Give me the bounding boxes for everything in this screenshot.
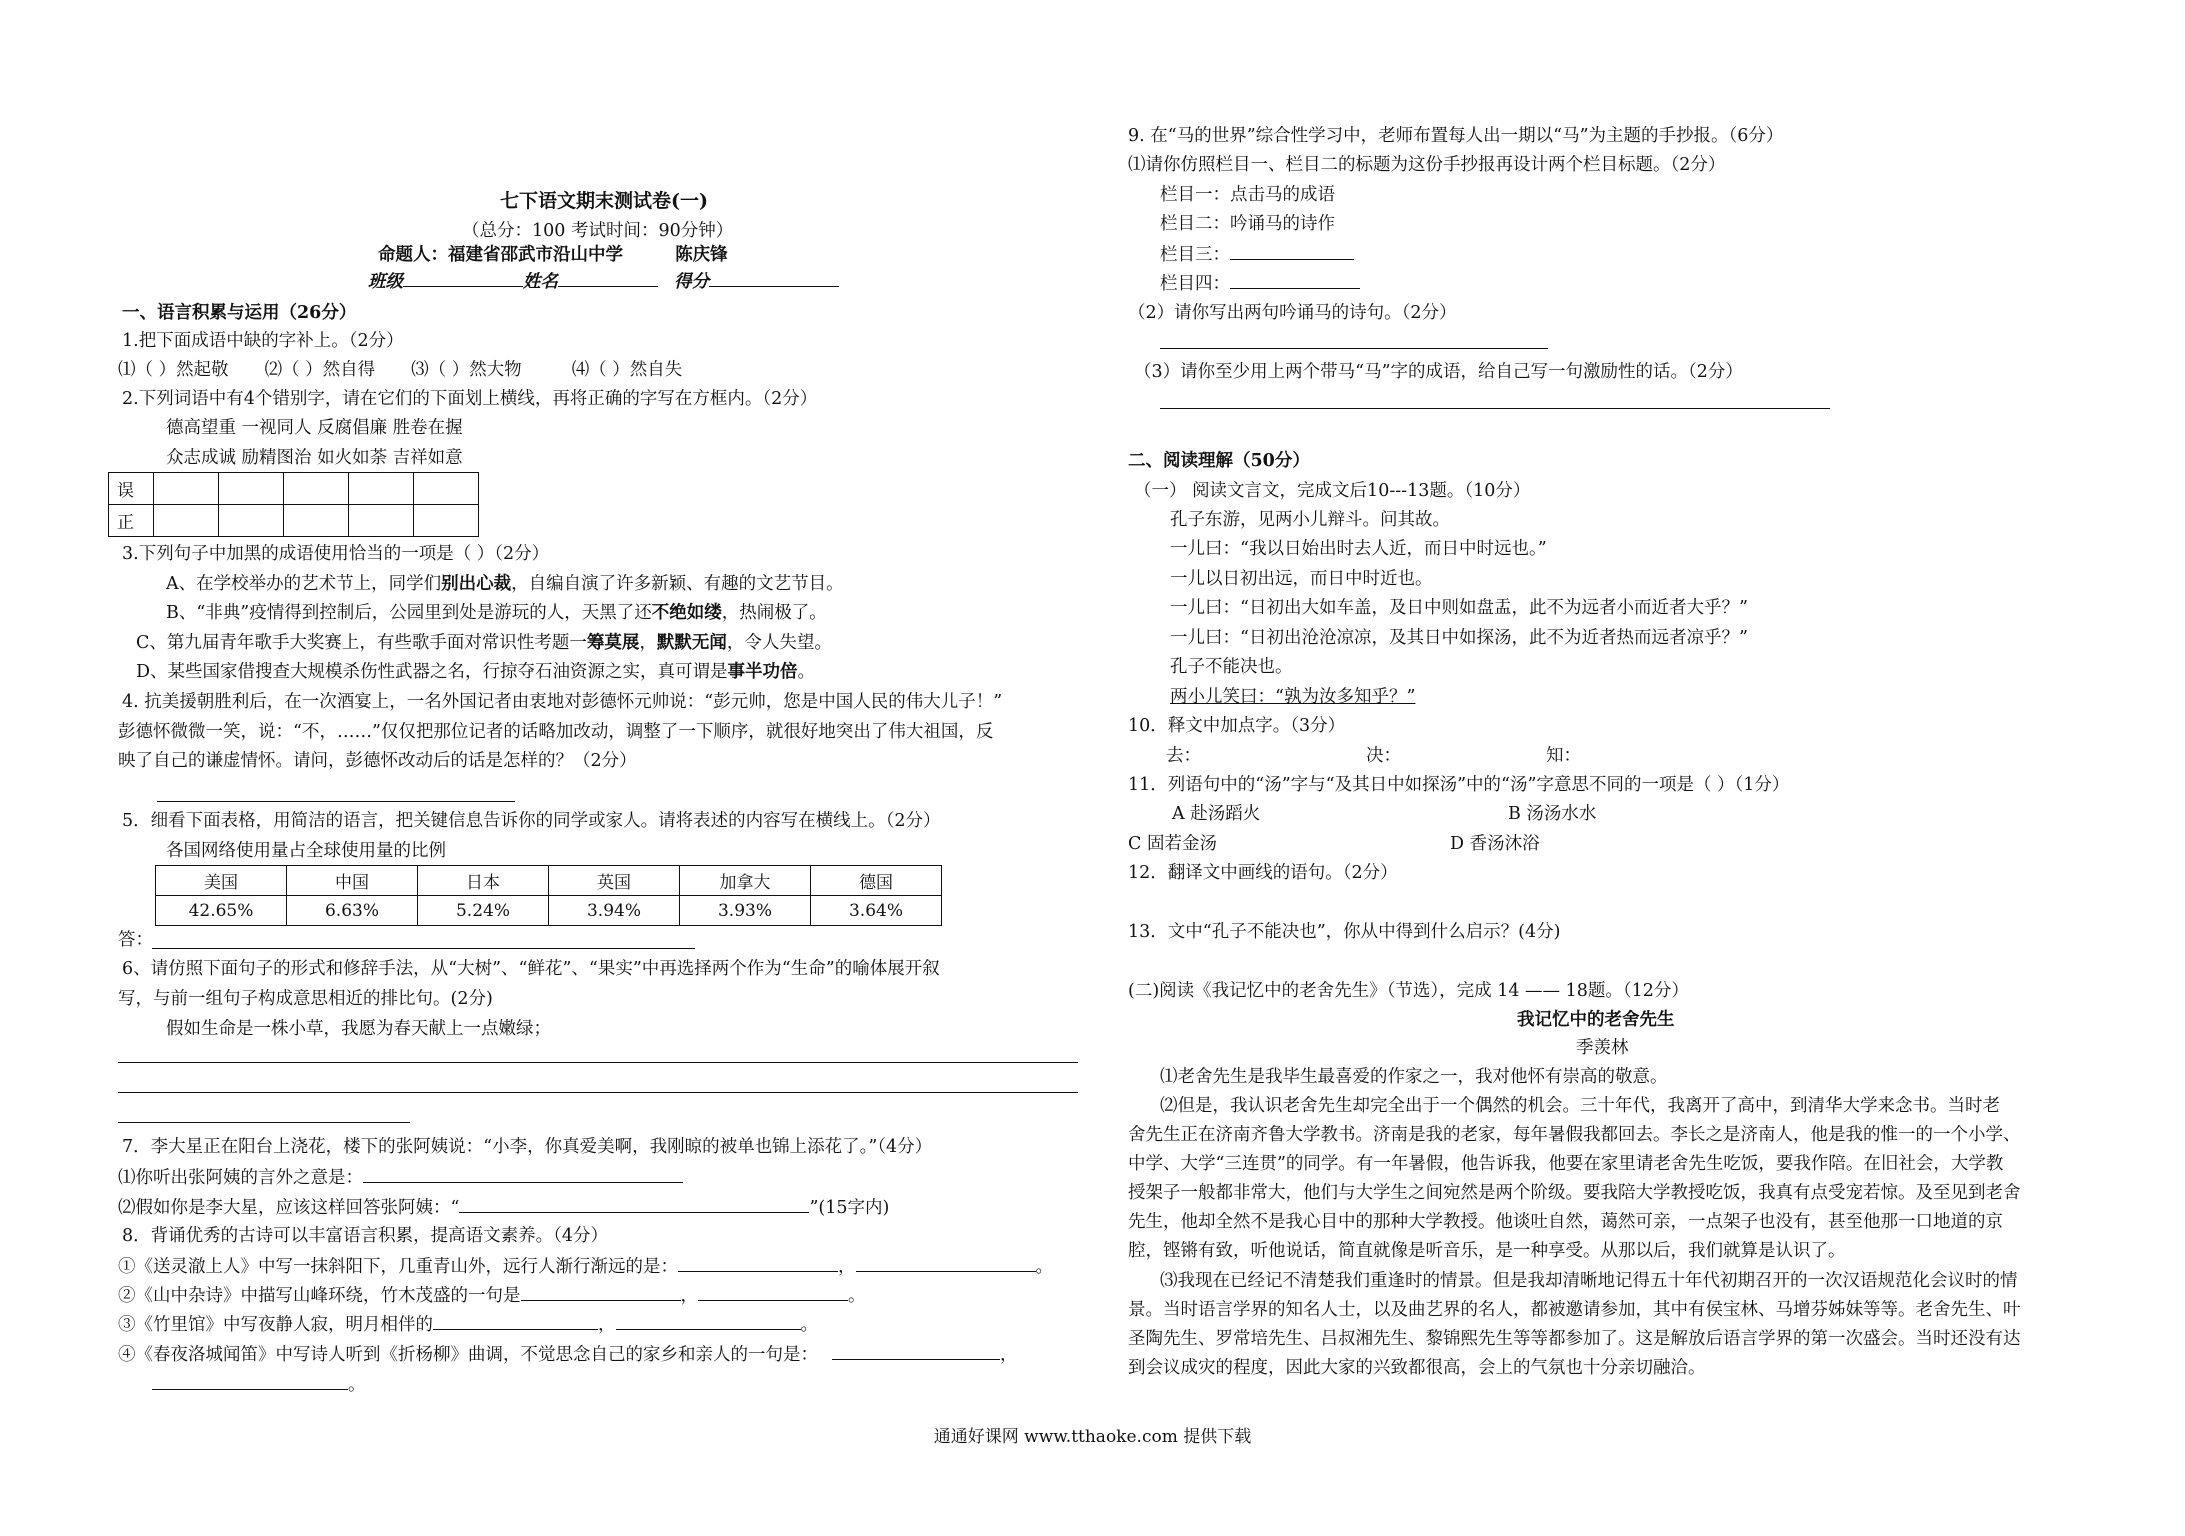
q2-cell[interactable]	[414, 473, 479, 505]
article-para-3-line: 景。当时语言学界的知名人士，以及曲艺界的名人，都被邀请参加，其中有侯宝林、马增芬姊妹等等。老舍先生、叶	[1128, 1300, 2021, 1320]
q9-column-1: 栏目一：点击马的成语	[1160, 185, 1335, 205]
q6-answer-line[interactable]	[118, 1062, 1078, 1063]
q12-text: 12．翻译文中画线的语句。（2分）	[1128, 863, 1398, 883]
q8-item-2-label: ②《山中杂诗》中描写山峰环绕，竹木茂盛的一句是	[118, 1286, 521, 1306]
article-para-2-line: 腔，铿锵有致，听他说话，简直就像是听音乐，是一种享受。从那以后，我们就算是认识了。	[1128, 1241, 1846, 1261]
q1-option-3: ⑶（ ）然大物	[411, 360, 522, 380]
q9-part-2-answer-line[interactable]	[1160, 348, 1548, 349]
reading-2-title: (二)阅读《我记忆中的老舍先生》（节选），完成 14 —— 18题。（12分）	[1128, 981, 1689, 1001]
q8-item-1: ①《送灵澈上人》中写一抹斜阳下，几重青山外，远行人渐行渐远的是： ， 。	[118, 1257, 1053, 1277]
score-label: 得分	[674, 272, 710, 292]
q7-part-1	[118, 1166, 683, 1189]
reading-1-para-6: 孔子不能决也。	[1170, 657, 1293, 677]
q3-c-text-end: ，令人失望。	[726, 633, 832, 653]
q10-word-2: 决：	[1366, 746, 1401, 766]
reading-1-para-1: 孔子东游，见两小儿辩斗。问其故。	[1170, 510, 1450, 530]
q5-value-cell: 5.24%	[418, 896, 549, 926]
q8-item-2-blank-b[interactable]	[698, 1284, 848, 1301]
q7-part-2-blank[interactable]	[459, 1196, 809, 1213]
article-para-1: ⑴老舍先生是我毕生最喜爱的作家之一，我对他怀有崇高的敬意。	[1160, 1067, 1668, 1087]
q10-word-3: 知：	[1546, 746, 1581, 766]
q3-b-text: B、“非典”疫情得到控制后，公园里到处是游玩的人，天黑了还	[166, 603, 652, 623]
q7-part-1-label: ⑴你听出张阿姨的言外之意是：	[118, 1168, 363, 1188]
q8-item-2-blank-a[interactable]	[521, 1284, 681, 1301]
q5-header-cell: 中国	[287, 866, 418, 896]
class-label: 班级	[368, 272, 403, 292]
exam-title: 七下语文期末测试卷(一)	[500, 190, 708, 212]
q4-answer-line[interactable]	[157, 801, 515, 802]
q3-option-a	[166, 573, 844, 595]
q11-option-d: D 香汤沐浴	[1450, 834, 1540, 854]
q8-item-1-blank-b[interactable]	[856, 1255, 1036, 1272]
q8-text: 8．背诵优秀的古诗可以丰富语言积累，提高语文素养。（4分）	[122, 1226, 609, 1246]
q3-c-comma: ，	[639, 633, 657, 653]
q8-item-3-blank-a[interactable]	[433, 1313, 598, 1330]
score-blank[interactable]	[709, 270, 839, 287]
q13-text: 13．文中“孔子不能决也”，你从中得到什么启示？(4分)	[1128, 922, 1561, 942]
q7-part-2	[118, 1196, 889, 1219]
q1-option-2: ⑵（ ）然自得	[264, 360, 376, 380]
q1-option-4: ⑷（ ）然自失	[571, 360, 683, 380]
reading-1-title: （一） 阅读文言文，完成文后10---13题。（10分）	[1134, 481, 1531, 501]
q5-value-cell: 3.93%	[680, 896, 811, 926]
q2-cell[interactable]	[219, 473, 284, 505]
reading-1-para-4: 一儿曰：“日初出大如车盖，及日中则如盘盂，此不为远者小而近者大乎？”	[1170, 598, 1748, 618]
q7-part-2-limit: ”(15字内)	[809, 1198, 890, 1218]
q3-a-idiom: 别出心裁	[441, 574, 512, 594]
q9-part-2: （2）请你写出两句吟诵马的诗句。（2分）	[1128, 303, 1457, 323]
q3-b-text-end: ，热闹极了。	[721, 603, 827, 623]
q1-options	[118, 359, 682, 381]
exam-info: （总分：100 考试时间：90分钟）	[462, 221, 734, 241]
q9-column-4-blank[interactable]	[1230, 272, 1360, 289]
q11-text: 11．列语句中的“汤”字与“及其日中如探汤”中的“汤”字意思不同的一项是（ ）（1分）	[1128, 775, 1790, 795]
q5-answer-label: 答：	[118, 930, 153, 950]
q5-value-row	[156, 896, 942, 926]
q6-line-3: 假如生命是一株小草，我愿为春天献上一点嫩绿；	[166, 1019, 551, 1039]
name-label: 姓名	[523, 272, 558, 292]
q5-data-table	[155, 865, 942, 926]
q9-part-3: （3）请你至少用上两个带马“马”字的成语，给自己写一句激励性的话。（2分）	[1134, 362, 1743, 382]
q8-item-4-label: ④《春夜洛城闻笛》中写诗人听到《折杨柳》曲调，不觉思念自己的家乡和亲人的一句是：	[118, 1345, 818, 1365]
article-para-2-line: 授架子一般都非常大，他们与大学生之间宛然是两个阶级。要我陪大学教授吃饭，我真有点受宠若惊。及至见到老舍	[1128, 1183, 2021, 1203]
q3-option-d	[136, 661, 815, 683]
q1-option-1: ⑴（ ）然起敬	[118, 360, 229, 380]
q7-part-2-label: ⑵假如你是李大星，应该这样回答张阿姨：“	[118, 1198, 460, 1218]
q8-item-3: ③《竹里馆》中写夜静人寂，明月相伴的 ， 。	[118, 1315, 818, 1335]
q6-answer-line[interactable]	[118, 1092, 1078, 1093]
name-blank[interactable]	[558, 270, 658, 287]
q7-text: 7．李大星正在阳台上浇花，楼下的张阿姨说：“小李，你真爱美啊，我刚晾的被单也锦上添花了。”（4分）	[122, 1137, 933, 1157]
q2-row-wrong-label: 误	[109, 473, 154, 505]
q2-cell[interactable]	[349, 505, 414, 537]
q8-item-2: ②《山中杂诗》中描写山峰环绕，竹木茂盛的一句是 ， 。	[118, 1286, 866, 1306]
article-para-3-line: 到会议成灾的程度，因此大家的兴致都很高，会上的气氛也十分亲切融洽。	[1128, 1358, 1706, 1378]
q3-d-idiom: 事半功倍	[727, 662, 798, 682]
article-para-3-line: 圣陶先生、罗常培先生、吕叔湘先生、黎锦熙先生等等都参加了。这是解放后语言学界的第一次盛会。当时还没有达	[1128, 1329, 2021, 1349]
article-para-2-line: 先生，他却全然不是我心目中的那种大学教授。他谈吐自然，蔼然可亲，一点架子也没有，甚至他那一口地道的京	[1128, 1212, 2003, 1232]
q2-words-2: 众志成诚 励精图治 如火如荼 吉祥如意	[166, 448, 463, 468]
reading-1-para-7-underlined: 两小儿笑曰：“孰为汝多知乎？”	[1170, 687, 1416, 707]
q11-option-a: A 赴汤蹈火	[1172, 804, 1261, 824]
q6-line-1: 6、请仿照下面句子的形式和修辞手法，从“大树”、“鲜花”、“果实”中再选择两个作为“生命”的喻体展开叙	[122, 959, 940, 979]
q5-header-cell: 日本	[418, 866, 549, 896]
student-info-line	[368, 270, 839, 293]
q2-cell[interactable]	[219, 505, 284, 537]
q8-item-1-label: ①《送灵澈上人》中写一抹斜阳下，几重青山外，远行人渐行渐远的是：	[118, 1257, 678, 1277]
article-para-3-line: ⑶我现在已经记不清楚我们重逢时的情景。但是我却清晰地记得五十年代初期召开的一次汉语规范化会议时的情	[1160, 1271, 2018, 1291]
q2-cell[interactable]	[349, 473, 414, 505]
q3-d-text: D、某些国家借搜查大规模杀伤性武器之名，行掠夺石油资源之实，真可谓是	[136, 662, 728, 682]
q5-value-cell: 6.63%	[287, 896, 418, 926]
class-blank[interactable]	[403, 270, 523, 287]
q3-text: 3.下列句子中加黑的成语使用恰当的一项是（ ）（2分）	[122, 544, 550, 564]
article-para-2-line: ⑵但是，我认识老舍先生却完全出于一个偶然的机会。三十年代，我离开了高中，到清华大学来念书。当时老	[1160, 1096, 2000, 1116]
reading-1-para-2: 一儿曰：“我以日始出时去人近，而日中时远也。”	[1170, 539, 1547, 559]
author-name: 陈庆锋	[675, 245, 728, 265]
q3-c-idiom-1: 筹莫展	[586, 633, 640, 653]
article-heading: 我记忆中的老舍先生	[1517, 1010, 1675, 1030]
q8-item-4-blank-a[interactable]	[832, 1343, 1000, 1360]
q3-c-text: C、第九届青年歌手大奖赛上，有些歌手面对常识性考题一	[136, 633, 587, 653]
q3-a-text: A、在学校举办的艺术节上，同学们	[166, 574, 442, 594]
article-para-2-line: 中学、大学“三连贯”的同学。有一年暑假，他告诉我，他要在家里请老舍先生吃饭，要我作陪。在旧社会，大学教	[1128, 1154, 2004, 1174]
reading-1-para-5: 一儿曰：“日初出沧沧凉凉，及其日中如探汤，此不为近者热而远者凉乎？”	[1170, 628, 1748, 648]
q9-column-3-blank[interactable]	[1230, 243, 1354, 260]
q9-column-2: 栏目二：吟诵马的诗作	[1160, 214, 1335, 234]
q2-cell[interactable]	[154, 473, 219, 505]
q9-column-4	[1160, 272, 1360, 295]
q5-header-cell: 德国	[811, 866, 942, 896]
exam-author	[378, 244, 728, 266]
q5-value-cell: 42.65%	[156, 896, 287, 926]
q7-part-1-blank[interactable]	[363, 1166, 683, 1183]
q2-cell[interactable]	[414, 505, 479, 537]
q3-a-text-end: ，自编自演了许多新颖、有趣的文艺节目。	[511, 574, 844, 594]
q5-header-row	[156, 866, 942, 896]
section-2-title: 二、阅读理解（50分）	[1128, 451, 1310, 471]
q5-answer-line[interactable]	[152, 948, 695, 949]
q8-item-4-blank-b[interactable]	[152, 1373, 348, 1390]
q5-table-caption: 各国网络使用量占全球使用量的比例	[166, 841, 446, 861]
q3-option-b	[166, 602, 827, 624]
q3-option-c	[136, 632, 832, 654]
q3-d-text-end: 。	[797, 662, 816, 682]
q10-word-1: 去：	[1166, 746, 1201, 766]
q4-line-2: 彭德怀微微一笑，说：“不，……”仅仅把那位记者的话略加改动，调整了一下顺序，就很好地突出了伟大祖国，反	[118, 722, 994, 742]
q3-c-idiom-2: 默默无闻	[656, 633, 727, 653]
q5-header-cell: 英国	[549, 866, 680, 896]
q8-item-3-blank-b[interactable]	[616, 1313, 801, 1330]
article-para-2-line: 舍先生正在济南齐鲁大学教书。济南是我的老家，每年暑假我都回去。李长之是济南人，他是我的惟一的一个小学、	[1128, 1125, 2021, 1145]
q8-item-4: ④《春夜洛城闻笛》中写诗人听到《折杨柳》曲调，不觉思念自己的家乡和亲人的一句是： ，	[118, 1345, 1018, 1365]
q6-line-2: 写，与前一组句子构成意思相近的排比句。(2分)	[118, 989, 493, 1009]
q2-cell[interactable]	[154, 505, 219, 537]
q9-column-3-label: 栏目三：	[1160, 245, 1230, 265]
q5-text: 5．细看下面表格，用简洁的语言，把关键信息告诉你的同学或家人。请将表述的内容写在横线上。（2分）	[122, 811, 941, 831]
q8-item-4-cont: 。	[152, 1373, 366, 1396]
reading-1-para-3: 一儿以日初出远，而日中时近也。	[1170, 569, 1433, 589]
q2-row-right-label: 正	[109, 505, 154, 537]
q9-part-1: ⑴请你仿照栏目一、栏目二的标题为这份手抄报再设计两个栏目标题。（2分）	[1128, 155, 1726, 175]
q10-text: 10．释文中加点字。（3分）	[1128, 716, 1346, 736]
q11-option-b: B 汤汤水水	[1508, 804, 1597, 824]
q9-text: 9. 在“马的世界”综合性学习中，老师布置每人出一期以“马”为主题的手抄报。（6分）	[1128, 126, 1784, 146]
q2-words-1: 德高望重 一视同人 反腐倡廉 胜卷在握	[166, 418, 463, 438]
q6-answer-line[interactable]	[118, 1122, 410, 1123]
q4-line-1: 4. 抗美援朝胜利后，在一次酒宴上，一名外国记者由衷地对彭德怀元帅说：“彭元帅，您是中国人民的伟大儿子！”	[122, 692, 1003, 712]
q4-line-3: 映了自己的谦虚情怀。请问，彭德怀改动后的话是怎样的？（2分）	[118, 751, 637, 771]
q1-text: 1.把下面成语中缺的字补上。（2分）	[122, 331, 404, 351]
q5-value-cell: 3.64%	[811, 896, 942, 926]
q9-column-4-label: 栏目四：	[1160, 274, 1230, 294]
q3-b-idiom: 不绝如缕	[651, 603, 722, 623]
q2-cell[interactable]	[284, 505, 349, 537]
q5-header-cell: 加拿大	[680, 866, 811, 896]
q9-column-3	[1160, 243, 1354, 266]
page-footer: 通通好课网 www.tthaoke.com 提供下载	[933, 1427, 1252, 1447]
author-label: 命题人：福建省邵武市沿山中学	[378, 245, 623, 265]
q2-text: 2.下列词语中有4个错别字，请在它们的下面划上横线，再将正确的字写在方框内。（2分）	[122, 389, 818, 409]
section-1-title: 一、语言积累与运用（26分）	[122, 303, 357, 323]
q2-cell[interactable]	[284, 473, 349, 505]
q8-item-3-label: ③《竹里馆》中写夜静人寂，明月相伴的	[118, 1315, 433, 1335]
q8-item-1-blank-a[interactable]	[678, 1255, 838, 1272]
q2-correction-table	[108, 472, 479, 537]
q11-option-c: C 固若金汤	[1128, 834, 1217, 854]
article-author: 季羡林	[1576, 1038, 1629, 1058]
q5-value-cell: 3.94%	[549, 896, 680, 926]
q5-header-cell: 美国	[156, 866, 287, 896]
q9-part-3-answer-line[interactable]	[1160, 408, 1830, 409]
